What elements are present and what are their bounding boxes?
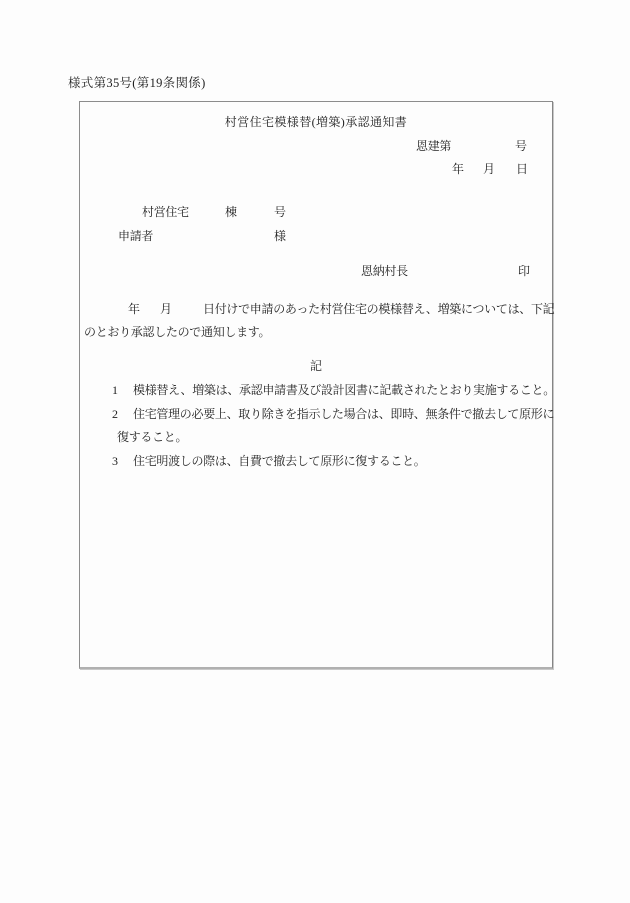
list-item-3-text: 住宅明渡しの際は、自費で撤去して原形に復すること。 (133, 454, 426, 468)
applicant-honorific: 様 (274, 229, 286, 243)
intro-year-label: 年 (128, 302, 140, 316)
date-day-label: 日 (516, 162, 528, 176)
list-item-2-continuation: 復すること。 (117, 430, 188, 444)
issuer-title: 恩納村長 (361, 264, 408, 278)
date-year-label: 年 (452, 162, 464, 176)
intro-line1-text: 日付けで申請のあった村営住宅の模様替え、増築については、下記 (203, 302, 555, 316)
ref-number-suffix: 号 (515, 139, 527, 153)
notice-border-box (79, 101, 553, 669)
addressee-building-suffix: 棟 (225, 205, 237, 219)
addressee-unit-suffix: 号 (274, 205, 286, 219)
list-item-2-text: 住宅管理の必要上、取り除きを指示した場合は、即時、無条件で撤去して原形に (133, 407, 555, 421)
list-item-2-number: 2 (112, 407, 118, 421)
form-number-label: 様式第35号(第19条関係) (68, 76, 206, 90)
addressee-housing-label: 村営住宅 (142, 205, 189, 219)
intro-month-label: 月 (160, 302, 172, 316)
list-heading: 記 (309, 359, 322, 373)
date-month-label: 月 (483, 162, 495, 176)
intro-line2-text: のとおり承認したので通知します。 (84, 325, 271, 339)
list-item-1-number: 1 (112, 383, 118, 397)
applicant-label: 申請者 (118, 229, 154, 243)
ref-number-prefix: 恩建第 (416, 139, 452, 153)
list-item-1-text: 模様替え、増築は、承認申請書及び設計図書に記載されたとおり実施すること。 (133, 383, 555, 397)
list-item-3-number: 3 (112, 454, 118, 468)
document-title: 村営住宅模様替(増築)承認通知書 (224, 115, 408, 129)
issuer-seal-mark: 印 (518, 264, 530, 278)
